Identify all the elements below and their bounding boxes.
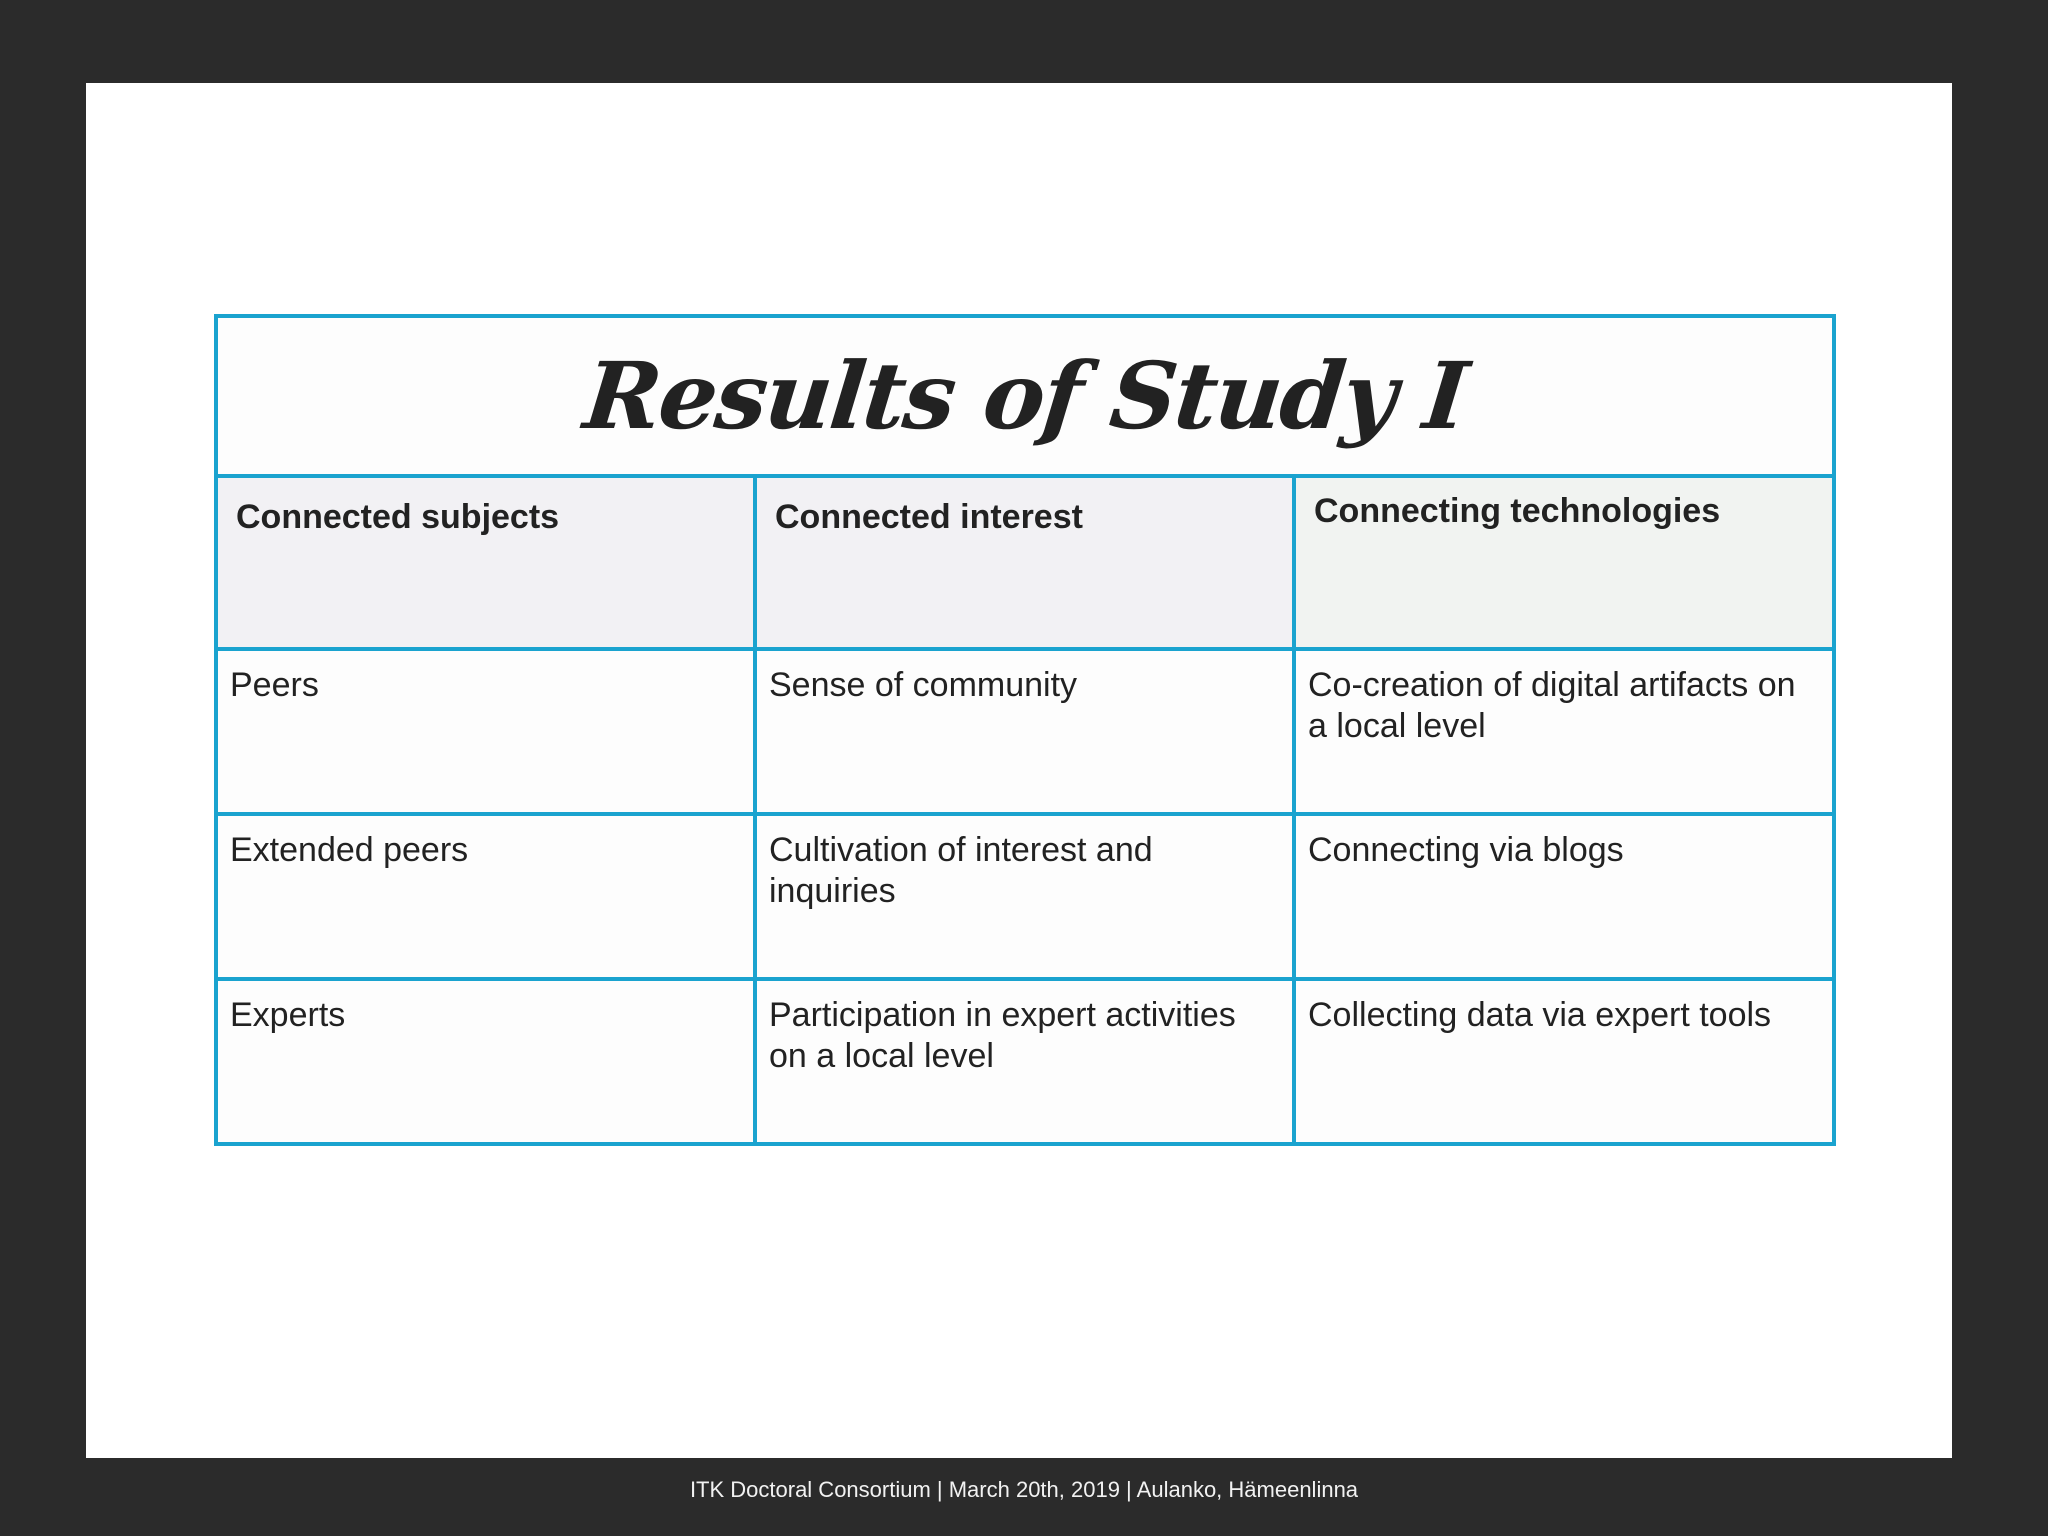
table-cell: Participation in expert activities on a local level <box>755 979 1294 1144</box>
table-cell: Sense of community <box>755 649 1294 814</box>
results-table <box>214 314 1836 1146</box>
column-header: Connecting technologies <box>1294 476 1834 649</box>
table-cell: Collecting data via expert tools <box>1294 979 1834 1144</box>
title-cell <box>216 316 1834 476</box>
header-row <box>216 476 1834 649</box>
slide <box>86 83 1952 1458</box>
table-cell: Peers <box>216 649 755 814</box>
table-row <box>216 979 1834 1144</box>
table-row <box>216 814 1834 979</box>
table-cell: Experts <box>216 979 755 1144</box>
table-cell: Co-creation of digital artifacts on a local level <box>1294 649 1834 814</box>
slide-title: Results of Study I <box>579 342 1471 450</box>
table-cell: Cultivation of interest and inquiries <box>755 814 1294 979</box>
table-cell: Extended peers <box>216 814 755 979</box>
table-row <box>216 649 1834 814</box>
column-header: Connected subjects <box>216 476 755 649</box>
column-header: Connected interest <box>755 476 1294 649</box>
table-cell: Connecting via blogs <box>1294 814 1834 979</box>
slide-caption: ITK Doctoral Consortium | March 20th, 2019 | Aulanko, Hämeenlinna <box>689 1477 1359 1502</box>
title-row <box>216 316 1834 476</box>
